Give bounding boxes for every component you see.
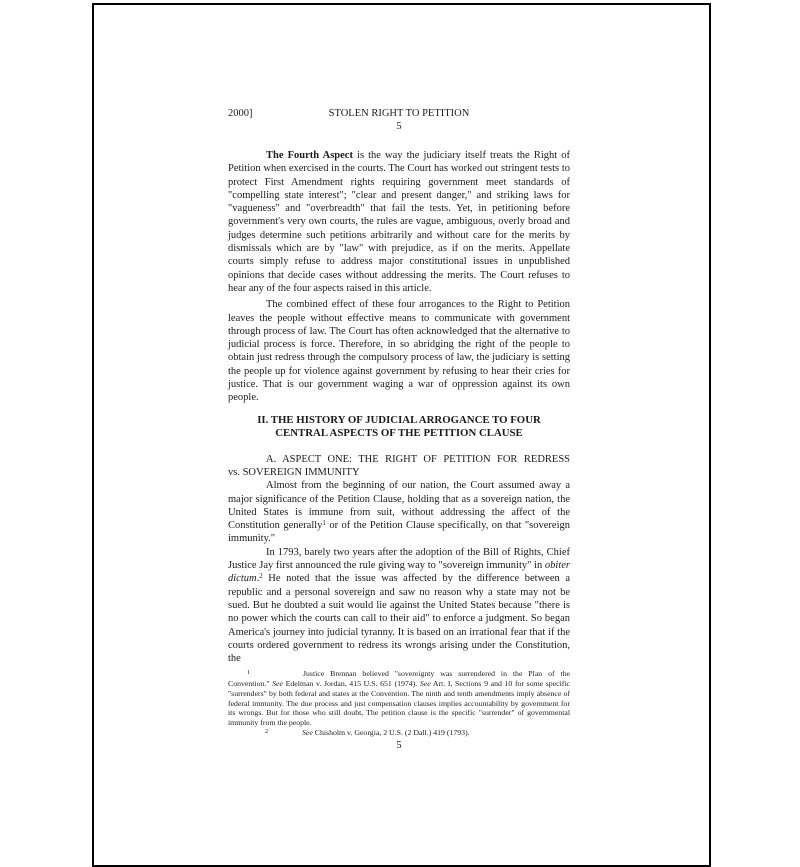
subsection-heading-line-2: vs. SOVEREIGN IMMUNITY (228, 466, 360, 478)
footnote-text: Chisholm v. Georgia, 2 U.S. (2 Dall.) 419 (1793). (312, 727, 470, 737)
body-paragraph-4 (228, 546, 570, 666)
body-paragraph-2: The combined effect of these four arrogances to the Right to Petition leaves the people without effective means to communicate with government through process of law. The Court has often acknowledged that the alternative to judicial process is force. Therefore, in so abridging the right of the people to obtain just redress through the compulsory process of law, the judiciary is setting the people up for violence against government by refusing to hear their cries for justice. That is our government waging a war of oppression against its own people. (228, 299, 570, 404)
subsection-heading-line-1: A. ASPECT ONE: THE RIGHT OF PETITION FOR REDRESS (266, 453, 570, 465)
footnote-number-2: 2 (265, 727, 269, 735)
section-heading (228, 414, 570, 441)
footnote-see-signal: See (302, 727, 313, 737)
text-column (228, 5, 570, 752)
body-paragraph-3 (228, 479, 570, 545)
footnote-1 (228, 669, 570, 727)
footnote-ref-1: 1 (322, 519, 326, 528)
paragraph-text: He noted that the issue was affected by the difference between a republic and a personal sovereign and saw no reason why a state may not be sued. But he doubted a suit would lie against the United States because "there is no power which the courts can call to their aid" to enforce a judgment. So began America's journey into judicial tyranny. It is based on an irrational fear that if the courts ordered government to redress its wrongs arising under the Constitution, the (228, 573, 570, 665)
footnote-see-signal: See (419, 679, 431, 689)
footnote-2 (228, 728, 570, 738)
footnote-marker (228, 669, 303, 679)
running-head-title: STOLEN RIGHT TO PETITION (328, 108, 470, 119)
paragraph-text: Almost from the beginning of our nation, the Court assumed away a major significance of the Petition Clause, holding that as a sovereign nation, the United States is immune from suit, without addressing the affect of the Constitution generally (228, 480, 570, 532)
page-number-bottom: 5 (396, 740, 402, 752)
page-number-top: 5 (396, 121, 402, 132)
paragraph-bold-lead: The Fourth Aspect (266, 150, 353, 161)
running-head-year: 2000] (228, 108, 253, 119)
section-heading-line-2: CENTRAL ASPECTS OF THE PETITION CLAUSE (275, 427, 523, 440)
paragraph-text: or of the Petition Clause specifically, on that "sovereign immunity." (228, 520, 570, 545)
footnote-see-signal: See (272, 679, 283, 689)
section-heading-line-1: II. THE HISTORY OF JUDICIAL ARROGANCE TO FOUR (257, 413, 541, 426)
body-paragraph-1 (228, 149, 570, 295)
footnote-text: Justice Brennan believed "sovereignty was surrendered in the Plan of the Convention." (228, 669, 570, 689)
paragraph-text: . (256, 573, 260, 585)
footnote-marker (228, 728, 302, 738)
italic-phrase: obiter dictum (228, 560, 570, 585)
footnotes-block (228, 669, 570, 737)
footnote-ref-2: 2 (259, 572, 263, 581)
footnote-text: Edelman v. Jordan, 415 U.S. 651 (1974). (282, 679, 420, 689)
paragraph-text: In 1793, barely two years after the adoption of the Bill of Rights, Chief Justice Jay first announced the rule giving way to "sovereign immunity" in (228, 546, 570, 572)
footnote-text: Art. I, Sections 9 and 10 for some specific "surrenders" by both federal and states at the Convention. The ninth and tenth amendments imply absence of federal immunity. The due process and just compensation clauses implies accountability by government for its wrongs. But for those who still doubt, The petition clause is the specific "surrender" of governmental immunity from the people. (228, 679, 571, 727)
running-head (228, 107, 570, 120)
footnote-number-1: 1 (247, 669, 251, 677)
subsection-heading (228, 453, 570, 480)
scanned-page (92, 3, 711, 867)
paragraph-text: is the way the judiciary itself treats the Right of Petition when exercised in the courts. The Court has worked out stringent tests to protect First Amendment rights requiring government meet standards of "compelling state interest"; "clear and present danger," and striking laws for "vagueness" and "overbreadth" that fail the tests. Yet, in petitioning before government's very own courts, the rules are vague, ambiguous, overly broad and judges determine such petitions arbitrarily and without care for the merits by dismissals which are by "law" with prejudice, as if on the merits. Appellate courts simply refuse to address major constitutional issues in unpublished opinions that decide cases without addressing the merits. The Court refuses to hear any of the four aspects raised in this article. (228, 150, 570, 294)
